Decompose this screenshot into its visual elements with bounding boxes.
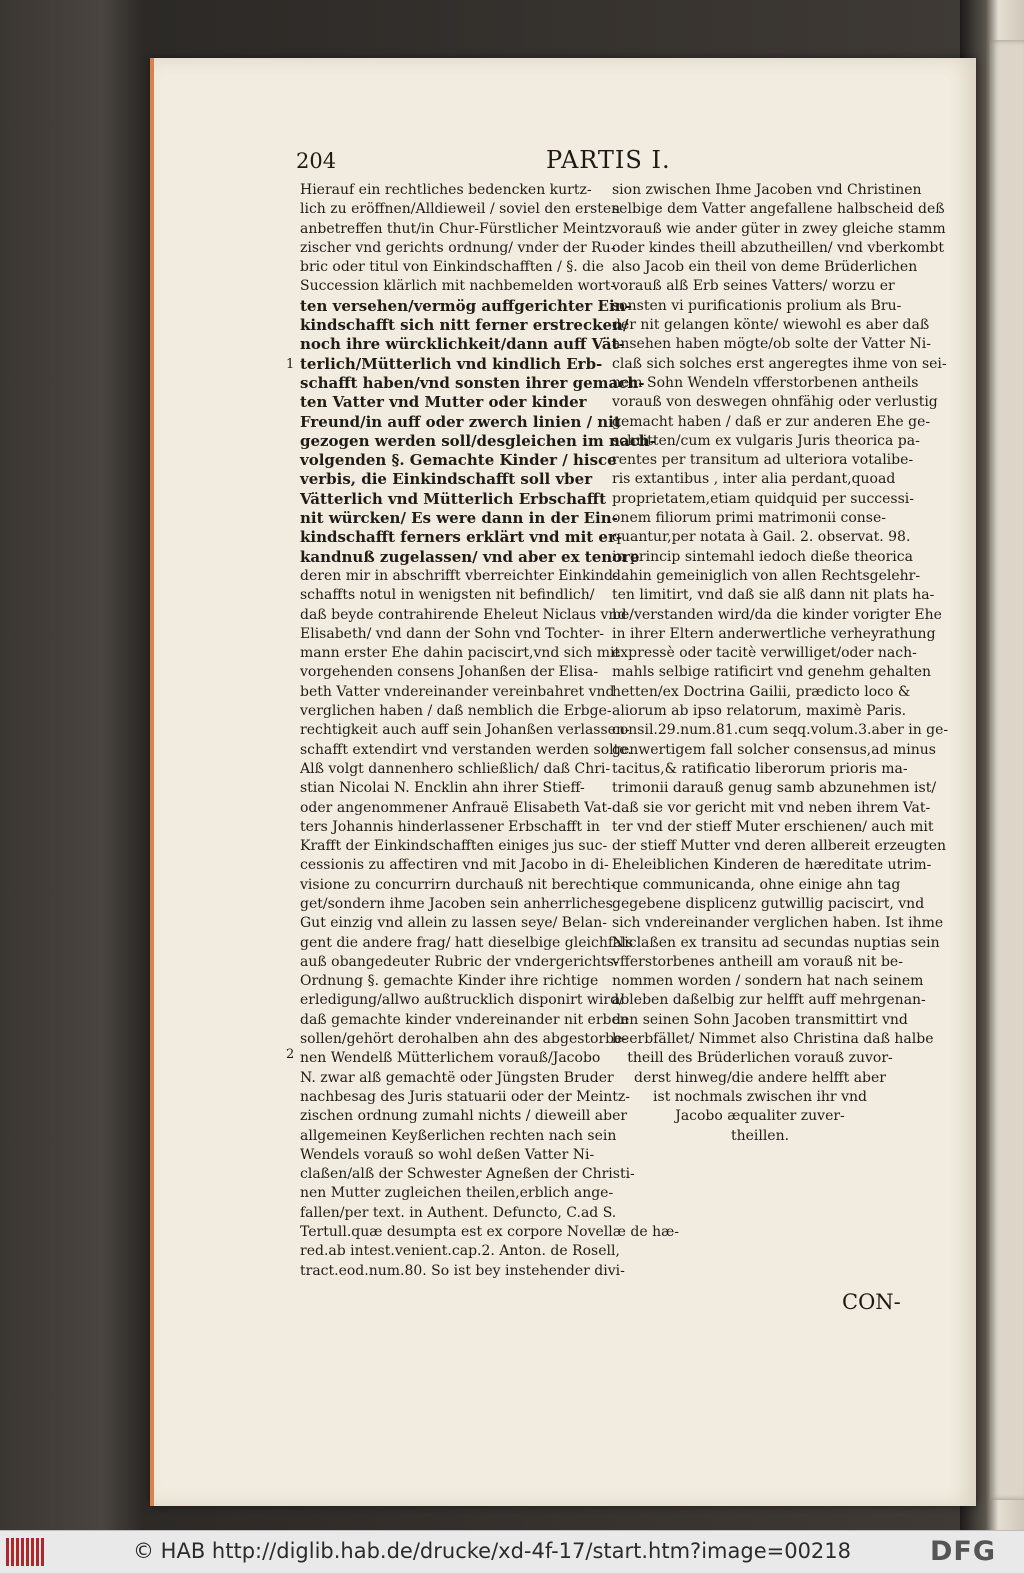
right_column-line: ris extantibus , inter alia perdant,quoad — [612, 471, 896, 488]
left_column-line: daß gemachte kinder vndereinander nit erben — [300, 1011, 629, 1028]
left_column-line: tract.eod.num.80. So ist bey instehender divi- — [300, 1262, 625, 1279]
right_column-line: beerbfället/ Nimmet also Christina daß halbe — [612, 1031, 934, 1048]
right_column-line: claß sich solches erst angeregtes ihme von sei- — [612, 355, 947, 372]
running-head: PARTIS I. — [546, 146, 671, 174]
left-text-column — [300, 181, 679, 1301]
marginal-note-1: 1 — [286, 357, 295, 372]
left_column-line: erledigung/allwo außtrucklich disponirt wird/ — [300, 992, 624, 1009]
left_column-line: schaffts notul in wenigsten nit befindlich/ — [300, 587, 595, 604]
left_column-line: Elisabeth/ vnd dann der Sohn vnd Tochter- — [300, 625, 604, 642]
right_column-line: nommen worden / sondern hat nach seinem — [612, 973, 924, 990]
right_column-line: Niclaßen ex transitu ad secundas nuptias sein — [612, 934, 940, 951]
right_column-line: sion zwischen Ihme Jacoben vnd Christinen — [612, 182, 922, 198]
viewer-footer-bar — [0, 1530, 1024, 1573]
left_column-line: gent die andere frag/ hatt dieselbige gleichfals — [300, 934, 634, 951]
left_column-line: lich zu eröffnen/Alldieweil / soviel den ersten — [300, 201, 621, 218]
left_column-line: Gut einzig vnd allein zu lassen seye/ Belan- — [300, 915, 607, 932]
left_column-line: nen Mutter zugleichen theilen,erblich ange- — [300, 1185, 614, 1202]
right_column-line: Jacobo æqualiter zuver- — [675, 1108, 845, 1125]
right_column-line: expressè oder tacitè verwilliget/oder nach- — [612, 645, 917, 662]
right_column-line: nem Sohn Wendeln vfferstorbenen antheils — [612, 374, 919, 391]
left_column-line: ters Johannis hinderlassener Erbschafft in — [300, 818, 600, 835]
left_column-line: beth Vatter vndereinander vereinbahret vnd — [300, 683, 615, 700]
right_column-line: dahin gemeiniglich von allen Rechtsgelehr- — [612, 567, 921, 584]
right_column-line: quantur,per notata à Gail. 2. observat. 98. — [612, 529, 911, 546]
left_column-line: zischen ordnung zumahl nichts / dieweill aber — [300, 1108, 628, 1125]
left_column-line: kindschafft ferners erklärt vnd mit er- — [300, 528, 623, 547]
right_column-line: aliorum ab ipso relatorum, maximè Paris. — [612, 703, 907, 720]
right_column-line: vorauß wie ander güter in zwey gleiche stamm — [612, 220, 946, 237]
right_column-line: den seinen Sohn Jacoben transmittirt vnd — [612, 1011, 908, 1028]
left_column-line: volgenden §. Gemachte Kinder / hisce — [300, 451, 617, 470]
left_column-line: cessionis zu affectiren vnd mit Jacobo in di- — [300, 857, 609, 874]
right_column-line: vfferstorbenes antheill am vorauß nit be- — [612, 953, 903, 970]
left_column-line: fallen/per text. in Authent. Defuncto, C.ad S. — [300, 1204, 617, 1221]
page-number: 204 — [296, 149, 337, 173]
right_column-line: ten limitirt, vnd daß sie alß dann nit plats ha- — [612, 587, 935, 604]
right_column-line: Eheleiblichen Kinderen de hæreditate utrim- — [612, 857, 932, 874]
marginal-note-2: 2 — [286, 1047, 295, 1062]
left_column-line: verbis, die Einkindschafft soll vber — [300, 470, 593, 489]
left_column-line: nachbesag des Juris statuarii oder der Meintz- — [300, 1088, 631, 1105]
left_column-line: daß beyde contrahirende Eheleut Niclaus vnd — [300, 606, 627, 623]
right-text-column — [612, 181, 949, 1144]
right_column-line: vorauß alß Erb seines Vatters/ worzu er — [612, 278, 895, 295]
left_column-line: kandnuß zugelassen/ vnd aber ex tenore — [300, 547, 640, 566]
right_column-line: consil.29.num.81.cum seqq.volum.3.aber in ge- — [612, 722, 949, 739]
left_column-line: stian Nicolai N. Encklin ahn ihrer Stieff- — [300, 780, 585, 797]
right_column-line: also Jacob ein theil von deme Brüderlichen — [612, 259, 918, 276]
right_column-line: theillen. — [730, 1127, 790, 1144]
left_column-line: get/sondern ihme Jacoben sein anherrliches — [300, 895, 613, 912]
left_column-line: sollen/gehört derohalben ahn des abgestorbe- — [300, 1031, 628, 1048]
right_column-line: rentes per transitum ad ulteriora votalibe- — [612, 452, 914, 469]
left_column-line: Vätterlich vnd Mütterlich Erbschafft — [300, 489, 607, 508]
right_column-line: gegebene displicenz gutwillig paciscirt, vnd — [612, 895, 925, 912]
right_column-line: vorauß von deswegen ohnfähig oder verlustig — [612, 394, 938, 411]
left_column-line: auß obangedeuter Rubric der vndergerichts- — [300, 953, 619, 970]
left_column-line: Ordnung §. gemachte Kinder ihre richtige — [300, 973, 599, 990]
right_column-line: sich vndereinander verglichen haben. Ist ihme — [612, 915, 944, 932]
left_column-line: vorgehenden consens Johanßen der Elisa- — [300, 664, 599, 681]
right_column-line: daß sie vor gericht mit vnd neben ihrem Vat- — [612, 799, 931, 816]
left_column-line: deren mir in abschrifft vberreichter Einkind- — [300, 567, 618, 584]
right_column-line: tacitus,& ratificatio liberorum prioris ma- — [612, 760, 908, 777]
right_column-line: in princip sintemahl iedoch dieße theorica — [612, 548, 913, 565]
left_column-line: schafft extendirt vnd verstanden werden solte. — [300, 741, 632, 758]
right_column-line: be/verstanden wird/da die kinder vorigter Ehe — [612, 606, 942, 623]
left_column-line: anbetreffen thut/in Chur-Fürstlicher Meintz- — [300, 220, 617, 237]
right_column-line: ist nochmals zwischen ihr vnd — [653, 1088, 867, 1105]
left_column-line: schafft haben/vnd sonsten ihrer gemach- — [300, 373, 645, 392]
left_column-line: Tertull.quæ desumpta est ex corpore Novellæ de hæ- — [300, 1224, 679, 1241]
right_column-line: trimonii darauß genug samb abzunehmen ist/ — [612, 780, 937, 797]
left_column-line: allgemeinen Keyßerlichen rechten nach sein — [300, 1127, 617, 1144]
left_column-line: nen Wendelß Mütterlichem vorauß/Jacobo — [300, 1050, 601, 1067]
right_column-line: theill des Brüderlichen vorauß zuvor- — [627, 1050, 893, 1067]
source-attribution-link[interactable]: © HAB http://diglib.hab.de/drucke/xd-4f-17/start.htm?image=00218 — [133, 1539, 852, 1563]
left_column-line: Hierauf ein rechtliches bedencken kurtz- — [300, 182, 592, 198]
left_column-line: nit würcken/ Es were dann in der Ein- — [300, 509, 618, 528]
left_column-line: noch ihre würcklichkeit/dann auff Vät- — [300, 335, 625, 354]
left_column-line: Succession klärlich mit nachbemelden wort- — [300, 278, 616, 295]
left_column-line: ten versehen/vermög auffgerichter Ein- — [300, 296, 632, 315]
right_column-line: que communicanda, ohne einige ahn tag — [612, 876, 901, 893]
left_column-line: Krafft der Einkindschafften einiges jus suc- — [300, 838, 608, 855]
right_column-line: onem filiorum primi matrimonii conse- — [612, 510, 886, 527]
right_column-line: in ihrer Eltern anderwertliche verheyrathung — [612, 625, 936, 642]
right_column-line: oder kindes theill abzutheillen/ vnd vberkombt — [612, 239, 944, 256]
right_column-line: schritten/cum ex vulgaris Juris theorica pa- — [612, 432, 920, 449]
left_column-line: visione zu concurrirn durchauß nit berechti- — [300, 876, 616, 893]
adjacent-page-edge — [990, 40, 1024, 1500]
left_column-line: kindschafft sich nitt ferner erstrecken/ — [300, 316, 629, 335]
right_column-line: ansehen haben mögte/ob solte der Vatter Ni- — [612, 336, 931, 353]
right_column-line: hetten/ex Doctrina Gailii, prædicto loco & — [612, 683, 911, 700]
left_column-line: red.ab intest.venient.cap.2. Anton. de Rosell, — [300, 1243, 620, 1260]
right_column-line: der nit gelangen könte/ wiewohl es aber daß — [612, 317, 930, 334]
left_column-line: claßen/alß der Schwester Agneßen der Christi- — [300, 1166, 635, 1183]
left_column-line: bric oder titul von Einkindschafften / §. die — [300, 259, 604, 276]
right_column-line: genwertigem fall solcher consensus,ad minus — [612, 741, 936, 758]
left_column-line: terlich/Mütterlich vnd kindlich Erb- — [300, 354, 603, 373]
right_column-line: selbige dem Vatter angefallene halbscheid deß — [612, 201, 945, 218]
library-barcode-icon — [6, 1538, 46, 1566]
right_column-line: proprietatem,etiam quidquid per successi- — [612, 490, 914, 507]
right_column-line: der stieff Mutter vnd deren allbereit erzeugten — [612, 838, 947, 855]
dfg-logo: DFG — [930, 1536, 997, 1567]
catchword: CON- — [842, 1290, 901, 1314]
right_column-line: ter vnd der stieff Muter erschienen/ auch mit — [612, 818, 934, 835]
left_column-line: ten Vatter vnd Mutter oder kinder — [300, 393, 587, 412]
right_column-line: mahls selbige ratificirt vnd genehm gehalten — [612, 664, 932, 681]
left_column-line: Alß volgt dannenhero schließlich/ daß Chri- — [300, 760, 611, 777]
left_column-line: verglichen haben / daß nemblich die Erbge- — [300, 703, 612, 720]
left_column-line: mann erster Ehe dahin paciscirt,vnd sich mit — [300, 645, 621, 662]
left_column-line: rechtigkeit auch auff sein Johanßen verlassen- — [300, 722, 630, 739]
left_column-line: N. zwar alß gemachtë oder Jüngsten Bruder — [300, 1069, 614, 1086]
right_column-line: sonsten vi purificationis prolium als Bru- — [612, 297, 902, 314]
left_column-line: oder angenommener Anfrauë Elisabeth Vat- — [300, 799, 612, 816]
right_column-line: derst hinweg/die andere helfft aber — [634, 1069, 886, 1086]
left_column-line: gezogen werden soll/desgleichen im nach- — [300, 431, 656, 450]
left_column-line: zischer vnd gerichts ordnung/ vnder der Ru- — [300, 239, 616, 256]
left_column-line: Wendels vorauß so wohl deßen Vatter Ni- — [300, 1146, 595, 1163]
right_column-line: ableben daßelbig zur helfft auff mehrgenan- — [612, 992, 926, 1009]
right_column-line: gemacht haben / daß er zur anderen Ehe ge- — [612, 413, 931, 430]
left_column-line: Freund/in auff oder zwerch linien / nit — [300, 412, 621, 431]
